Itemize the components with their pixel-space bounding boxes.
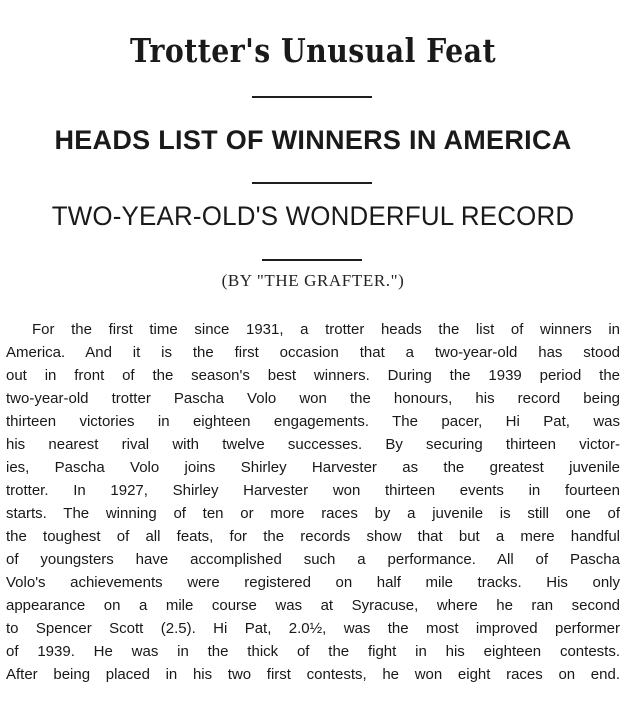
body-line: After being placed in his two first contests, he won eight races on end. [6,666,620,683]
headline: Trotter's Unusual Feat [129,31,497,70]
headline-divider-1 [252,96,372,98]
body-line: his nearest rival with twelve successes. By securing thirteen victor- [6,436,620,453]
body-line: For the first time since 1931, a trotter heads the list of winners in [32,321,620,338]
body-line: thirteen victories in eighteen engagements. The pacer, Hi Pat, was [6,413,620,430]
body-line: to Spencer Scott (2.5). Hi Pat, 2.0½, was the most improved performer [6,620,620,637]
body-line: the toughest of all feats, for the records show that but a mere handful [6,528,620,545]
body-line: two-year-old trotter Pascha Volo won the honours, his record being [6,390,620,407]
headline-divider-2 [252,182,372,184]
deck-headline: TWO-YEAR-OLD'S WONDERFUL RECORD [51,201,575,231]
byline-divider [262,259,362,261]
body-line: out in front of the season's best winners. During the 1939 period the [6,367,620,384]
body-line: of youngsters have accomplished such a performance. All of Pascha [6,551,620,568]
body-line: appearance on a mile course was at Syracuse, where he ran second [6,597,620,614]
body-line: of 1939. He was in the thick of the fight in his eighteen contests. [6,643,620,660]
body-line: trotter. In 1927, Shirley Harvester won thirteen events in fourteen [6,482,620,499]
body-line: Volo's achievements were registered on half mile tracks. His only [6,574,620,591]
byline: (BY "THE GRAFTER.") [221,271,405,290]
body-line: starts. The winning of ten or more races by a juvenile is still one of [6,505,620,522]
body-line: America. And it is the first occasion that a two-year-old has stood [6,344,620,361]
subheadline: HEADS LIST OF WINNERS IN AMERICA [54,125,572,155]
body-line: ies, Pascha Volo joins Shirley Harvester as the greatest juvenile [6,459,620,476]
